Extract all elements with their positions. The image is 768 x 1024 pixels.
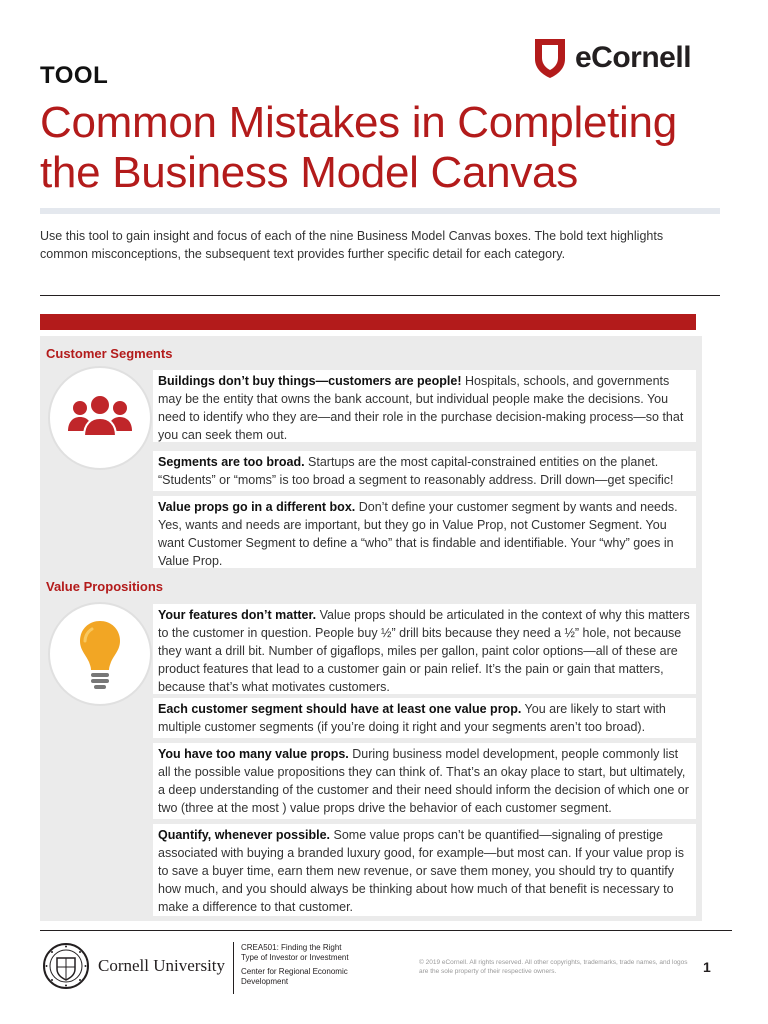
cornell-seal-icon bbox=[42, 942, 90, 990]
item-heading: Segments are too broad. bbox=[158, 455, 305, 469]
course-line-1: CREA501: Finding the Right bbox=[241, 943, 342, 952]
value-propositions-item-2 bbox=[153, 698, 696, 738]
cornell-logo bbox=[42, 942, 225, 990]
copyright-notice: © 2019 eCornell. All rights reserved. All other copyrights, trademarks, trade names, and logos are the sole property of their respective owners. bbox=[419, 959, 688, 975]
item-heading: Your features don’t matter. bbox=[158, 608, 317, 622]
item-body: Don’t define your customer segment by wants and needs. Yes, wants and needs are important, but they go in Value Prop, not Customer Segment. You want Customer Segment to define a “who” that is findable and identifiable. Your “why” goes in Value Prop. bbox=[158, 500, 678, 568]
customer-segments-icon-badge bbox=[48, 366, 152, 470]
university-name: Cornell University bbox=[98, 956, 226, 975]
item-heading: Buildings don’t buy things—customers are people! bbox=[158, 374, 462, 388]
item-heading: Each customer segment should have at least one value prop. bbox=[158, 702, 522, 716]
item-body: Hospitals, schools, and governments may be the entity that owns the bank account, but individual people make the decisions. You need to identify who they are—and their role in the purchase decision-making process—so that you can seek them out. bbox=[158, 374, 684, 442]
page-number: 1 bbox=[703, 959, 711, 975]
value-propositions-item-4 bbox=[153, 824, 696, 916]
lightbulb-icon bbox=[77, 617, 123, 691]
brand-name: eCornell bbox=[575, 41, 692, 74]
value-propositions-item-1 bbox=[153, 604, 696, 694]
customer-segments-item-1 bbox=[153, 370, 696, 442]
intro-text: Use this tool to gain insight and focus of each of the nine Business Model Canvas boxes. The bold text highlights common misconceptions, the subsequent text provides further specific detail for each category. bbox=[40, 229, 664, 261]
red-banner bbox=[40, 314, 696, 330]
section-title-value-propositions: Value Propositions bbox=[46, 579, 164, 594]
value-propositions-item-3 bbox=[153, 743, 696, 819]
footer-vertical-divider bbox=[233, 942, 234, 994]
shield-icon bbox=[533, 37, 567, 79]
center-line-1: Center for Regional Economic bbox=[241, 967, 348, 976]
item-body: Startups are the most capital-constrained entities on the planet. “Students” or “moms” is too broad a segment to reasonably address. Drill down—get specific! bbox=[158, 455, 674, 487]
title-line-1: Common Mistakes in Completing bbox=[40, 98, 677, 147]
item-heading: Value props go in a different box. bbox=[158, 500, 356, 514]
tool-label: TOOL bbox=[40, 62, 109, 89]
footer-divider bbox=[40, 930, 732, 931]
item-body: Some value props can’t be quantified—signaling of prestige associated with buying a branded luxury good, for example—but most can. If your value prop is to save a buyer time, earn them new revenue, or save them money, you should try to quantify how much, and you should always be thinking about how much of that benefit is necessary to make a difference to that customer. bbox=[158, 828, 684, 914]
center-line-2: Development bbox=[241, 977, 289, 986]
ecornell-logo bbox=[533, 36, 691, 80]
item-heading: Quantify, whenever possible. bbox=[158, 828, 331, 842]
intro-divider bbox=[40, 295, 720, 296]
item-heading: You have too many value props. bbox=[158, 747, 349, 761]
section-title-customer-segments: Customer Segments bbox=[46, 346, 173, 361]
item-body: During business model development, people commonly list all the possible value propositions they can think of. That’s an okay place to start, but ultimately, a deep understanding of the customer and their need should inform the decision of which one or two (three at the most ) value props drive the behavior of each customer segment. bbox=[158, 747, 689, 815]
title-line-2: the Business Model Canvas bbox=[40, 148, 578, 197]
course-line-2: Type of Investor or Investment bbox=[241, 953, 349, 962]
value-propositions-icon-badge bbox=[48, 602, 152, 706]
people-icon bbox=[62, 393, 138, 443]
page-title bbox=[40, 98, 720, 198]
item-body: You are likely to start with multiple customer segments (if you’re doing it right and your segments aren’t too broad). bbox=[158, 702, 666, 734]
course-info bbox=[241, 943, 381, 987]
customer-segments-item-3 bbox=[153, 496, 696, 568]
item-body: Value props should be articulated in the context of why this matters to the customer in question. People buy ½” drill bits because they need a ½” hole, not because they want a drill bit. Number of gigaflops, miles per gallon, paint color options—all of these are product features that lead to a customer gain or pain relief. It’s the pain or gain that matters, because that’s what motivates customers. bbox=[158, 608, 690, 694]
customer-segments-item-2 bbox=[153, 451, 696, 491]
title-divider bbox=[40, 208, 720, 214]
